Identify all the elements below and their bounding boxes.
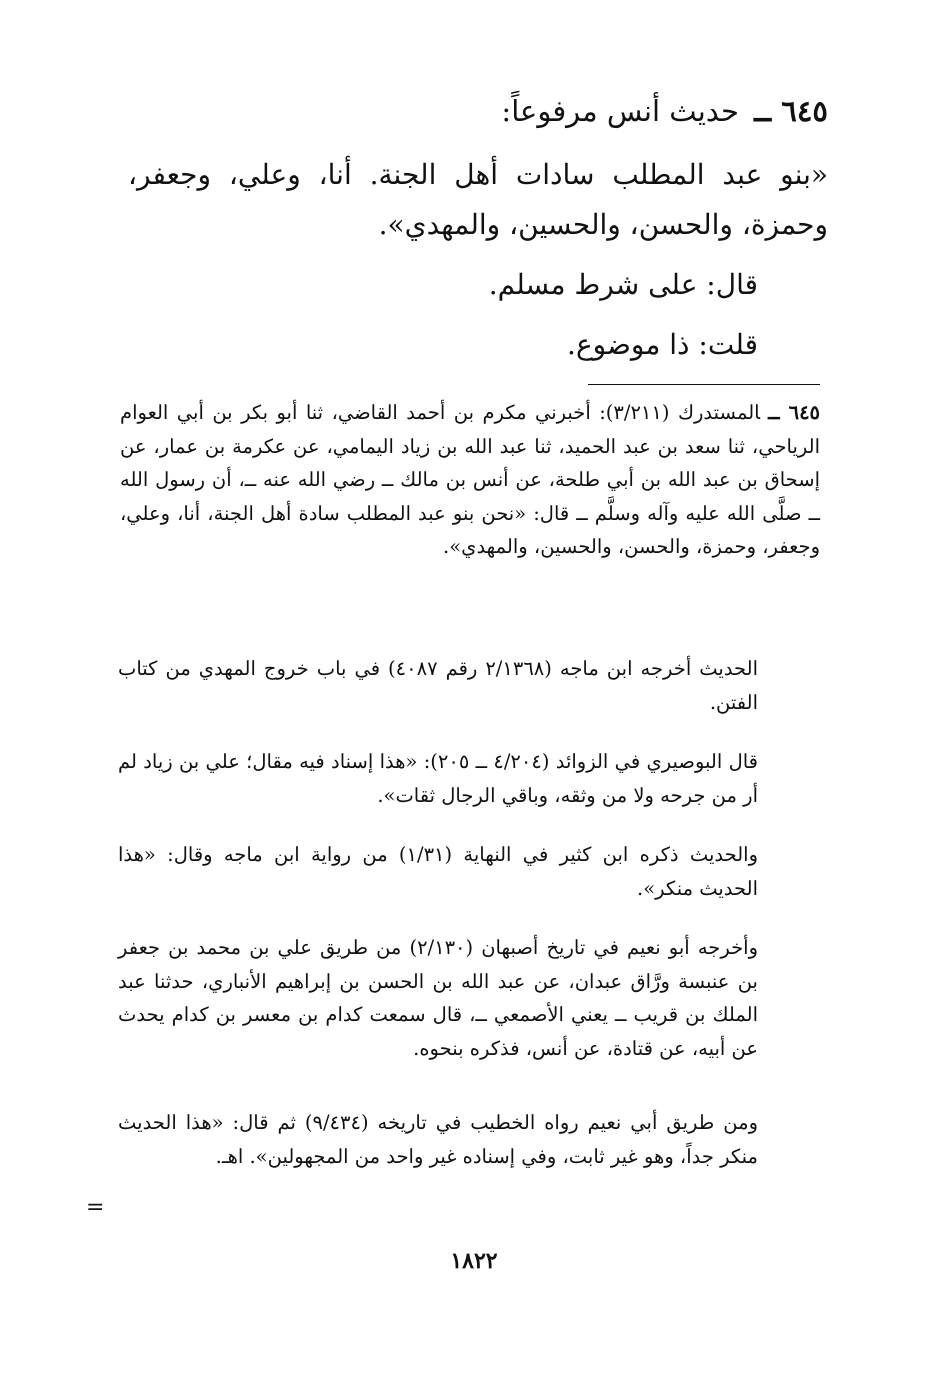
page-number: ١٨٢٢ <box>450 1248 498 1274</box>
footnote-number: ٦٤٥ ــ <box>768 401 821 424</box>
footnote-paragraph: وأخرجه أبو نعيم في تاريخ أصبهان (٢/١٣٠) من طريق علي بن محمد بن جعفر بن عنبسة ورَّاق عبدان، عن عبد الله بن الحسن بن إبراهيم الأنباري، حدثنا عبد الملك بن قريب ــ يعني الأصمعي ــ، قال سمعت كدام بن معسر بن كدام يحدث عن أبيه، عن قتادة، عن أنس، فذكره بنحوه. <box>118 936 758 1060</box>
continuation-mark: = <box>86 1195 105 1220</box>
footnote-paragraph <box>120 396 820 564</box>
footnote-text: المستدرك (٣/٢١١): أخبرني مكرم بن أحمد القاضي، ثنا أبو بكر بن أبي العوام الرياحي، ثنا سعد بن عبد الحميد، ثنا عبد الله بن زياد اليمامي، عن عكرمة بن عمار، عن إسحاق بن عبد الله بن أبي طلحة، عن أنس بن مالك ــ رضي الله عنه ــ، أن رسول الله ــ صلَّى الله عليه وآله وسلَّم ــ قال: «نحن بنو عبد المطلب سادة أهل الجنة، أنا، وعلي، وجعفر، وحمزة، والحسن، والحسين، والمهدي». <box>120 401 820 558</box>
entry-number: ٦٤٥ ــ <box>754 94 828 128</box>
footnote-paragraph: والحديث ذكره ابن كثير في النهاية (١/٣١) من رواية ابن ماجه وقال: «هذا الحديث منكر». <box>118 843 759 900</box>
comment-line: قلت: ذا موضوع. <box>567 328 758 361</box>
entry-title: حديث أنس مرفوعاً: <box>501 94 739 128</box>
footnote-paragraph: الحديث أخرجه ابن ماجه (٢/١٣٦٨ رقم ٤٠٨٧) في باب خروج المهدي من كتاب الفتن. <box>118 657 759 714</box>
footnote-separator <box>588 384 820 385</box>
footnote-paragraph: قال البوصيري في الزوائد (٤/٢٠٤ ــ ٢٠٥): «هذا إسناد فيه مقال؛ علي بن زياد لم أر من جرحه ولا من وثقه، وباقي الرجال ثقات». <box>118 750 758 807</box>
grading-line: قال: على شرط مسلم. <box>488 268 758 301</box>
hadith-text: «بنو عبد المطلب سادات أهل الجنة. أنا، وعلي، وجعفر، وحمزة، والحسن، والحسين، والمهدي». <box>128 158 828 241</box>
entry-heading <box>128 88 828 134</box>
footnote-paragraph: ومن طريق أبي نعيم رواه الخطيب في تاريخه (٩/٤٣٤) ثم قال: «هذا الحديث منكر جداً، وهو غير ثابت، وفي إسناده غير واحد من المجهولين». اهـ. <box>118 1111 758 1168</box>
